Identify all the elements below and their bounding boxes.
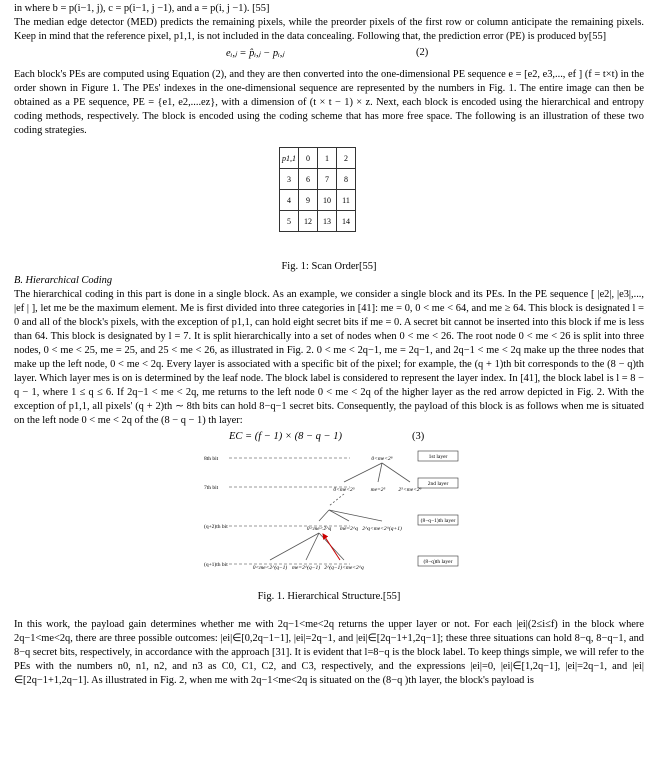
paragraph-payload-gain: In this work, the payload gain determines whether me with 2q−1<me<2q returns the upper layer or not. For each |ei|(2≤i≤f) in the block where 2q−1<me<2q, there are three possible outcomes: |ei|∈[0,2q−1−1], |ei|=2q−1, and |ei|∈[2q−1+1,2q−1]; these three situations can hold 8−q, 8−q−1, and 8−q secret bits, respectively, in accordance with the approach [31]. It is evident that l=8−q is the block label. To keep things simple, we will refer to the PEs with the numbers n0, n1, n2, and n3 as C0, C1, C2, and C3, respectively, and the expressions |ei|=0, |ei|∈[1,2q−1], |ei|=2q−1, and |ei|∈[2q−1+1,2q−1]. As illustrated in Fig. 2, when me with 2q−1<me<2q is situated on the (8−q )th layer, the block's payload is [14, 619, 644, 686]
scan-order-cell: 9 [299, 190, 318, 211]
scan-order-row [280, 211, 356, 232]
scan-order-row [280, 190, 356, 211]
scan-order-cell: 5 [280, 211, 299, 232]
paragraph-med: The median edge detector (MED) predicts the remaining pixels, while the preorder pixels of the first row or column anticipate the remaining pixels. Keep in mind that the reference pixel, p1,1, is not included in the data concealing. Following that, the prediction error (PE) is produced by[55] [14, 17, 644, 42]
scan-order-cell: p1,1 [280, 148, 299, 169]
node-root: 0<me<2⁶ [371, 456, 393, 462]
scan-order-figure [14, 144, 644, 260]
equation-2 [14, 44, 644, 64]
scan-order-cell: 4 [280, 190, 299, 211]
node-layer4-left: 0<me<2^(q−1) [252, 565, 288, 571]
node-layer2-mid: me=2⁵ [370, 487, 386, 493]
scan-order-cell: 14 [337, 211, 356, 232]
scan-order-row [280, 169, 356, 190]
layer-label: 1st layer [428, 454, 448, 460]
node-layer3-left: 0<me<2^q [306, 526, 332, 532]
scan-order-cell: 1 [318, 148, 337, 169]
scan-order-cell: 3 [280, 169, 299, 190]
paragraph-pixel-definition: in where b = p(i−1, j), c = p(i−1, j −1), and a = p(i, j −1). [55] [14, 3, 270, 14]
node-layer4-mid: me=2^(q−1) [291, 565, 321, 571]
section-heading: B. Hierarchical Coding [14, 275, 113, 286]
scan-order-cell: 11 [337, 190, 356, 211]
equation-2-number: (2) [416, 47, 429, 58]
hierarchical-structure-figure [14, 446, 644, 588]
bit-label: (q+1)th bit [204, 562, 228, 568]
bit-label: 7th bit [204, 485, 219, 491]
scan-order-cell: 2 [337, 148, 356, 169]
scan-order-cell: 0 [299, 148, 318, 169]
node-layer2-left: 0<me<2⁵ [333, 487, 355, 493]
equation-3-expression: EC = (f − 1) × (8 − q − 1) [229, 431, 342, 442]
layer-label: 2nd layer [427, 481, 449, 487]
layer-label: (8−q)th layer [423, 559, 453, 565]
red-return-arrow [323, 534, 340, 560]
scan-order-cell: 8 [337, 169, 356, 190]
node-layer3-mid: me=2^q [340, 526, 358, 532]
tree-edge [270, 533, 319, 560]
tree-edge [382, 463, 410, 482]
tree-edge [319, 510, 329, 521]
bit-label: 8th bit [204, 456, 219, 462]
equation-2-expression: eᵢ,ⱼ = p̂ᵢ,ⱼ − pᵢ,ⱼ [226, 48, 285, 59]
scan-order-cell: 12 [299, 211, 318, 232]
scan-order-cell: 13 [318, 211, 337, 232]
scan-order-caption: Fig. 1: Scan Order[55] [281, 261, 377, 272]
scan-order-row [280, 148, 356, 169]
equation-3-number: (3) [412, 431, 425, 442]
tree-edge [378, 463, 382, 482]
hierarchy-caption: Fig. 1. Hierarchical Structure.[55] [257, 591, 401, 602]
tree-edge [329, 510, 382, 521]
tree-edge [306, 533, 319, 560]
paragraph-pe-sequence: Each block's PEs are computed using Equation (2), and they are then converted into the one-dimensional PE sequence e = [e2, e3,..., ef ] (f = t×t) in the order shown in Figure 1. The PEs' indexes in the one-dimensional sequence are represented by the numbers in Fig. 1. The entire image can then be obtained as a PE sequence, PE = {e1, e2,....ez}, with a dimension of (t × t − 1) × z. Next, each block is encoded using the hierarchical and entropy coding methods, respectively. The block is encoded using the coding scheme that has more free space. The following is an illustration of these two coding strategies. [14, 69, 644, 136]
node-layer4-right: 2^(q−1)<me<2^q [324, 565, 364, 571]
scan-order-grid [279, 147, 356, 232]
paragraph-hierarchical-coding: The hierarchical coding in this part is done in a single block. As an example, we consider a single block and its PEs. In the PE sequence [ |e2|, |e3|,..., |ef | ], let me be the maximum element. Me is first divided into three categories in [41]: me = 0, 0 < me < 64, and me ≥ 64. This block is designated l = 0 and all of the block's pixels, with the exception of p1,1, can hold eight secret bits if me = 0. A secret bit cannot be inserted into this block if me is less than 64. This block is designated by l = 7. It is split hierarchically into a set of nodes when 0 < me < 26. The root node 0 < me < 26 is split into three nodes, 0 < me < 25, me = 25, and 25 < me < 26, as illustrated in Fig. 2. 0 < me < 2q−1, me = 2q−1, and 2q−1 < me < 2q make up the three nodes that make up the left node, 0 < me < 2q. Every layer is associated with a specific bit of the pixel; for example, the (q + 1)th bit corresponds to the (8 − q)th layer. Which layer mes is on is determined by the leaf node. The block label is considered to represent the layer index. In [41], the block label is l = 8 − q − 1, where 1 ≤ q ≤ 6. If 2q−1 < me < 2q, me returns to the left node 0 < me < 2q of the higher layer as the red arrow depicted in Fig. 2. With the exception of p1,1, all pixels' (q + 2)th ∼ 8th bits can hold 8−q−1 secret bits. Consequently, the payload of this block is as follows when me is situated on the left node 0 < me < 2q of the (8 − q − 1) th layer: [14, 289, 644, 426]
node-layer2-right: 2⁵<me<2⁶ [398, 487, 422, 493]
node-layer3-right: 2^q<me<2^(q+1) [362, 526, 402, 532]
scan-order-cell: 10 [318, 190, 337, 211]
tree-edge [329, 494, 344, 506]
tree-edge [329, 510, 349, 521]
equation-3 [14, 428, 644, 446]
scan-order-cell: 7 [318, 169, 337, 190]
bit-label: (q+2)th bit [204, 524, 228, 530]
tree-edge [344, 463, 382, 482]
hierarchy-diagram [14, 446, 644, 588]
layer-label: (8−q−1)th layer [420, 518, 456, 524]
scan-order-cell: 6 [299, 169, 318, 190]
